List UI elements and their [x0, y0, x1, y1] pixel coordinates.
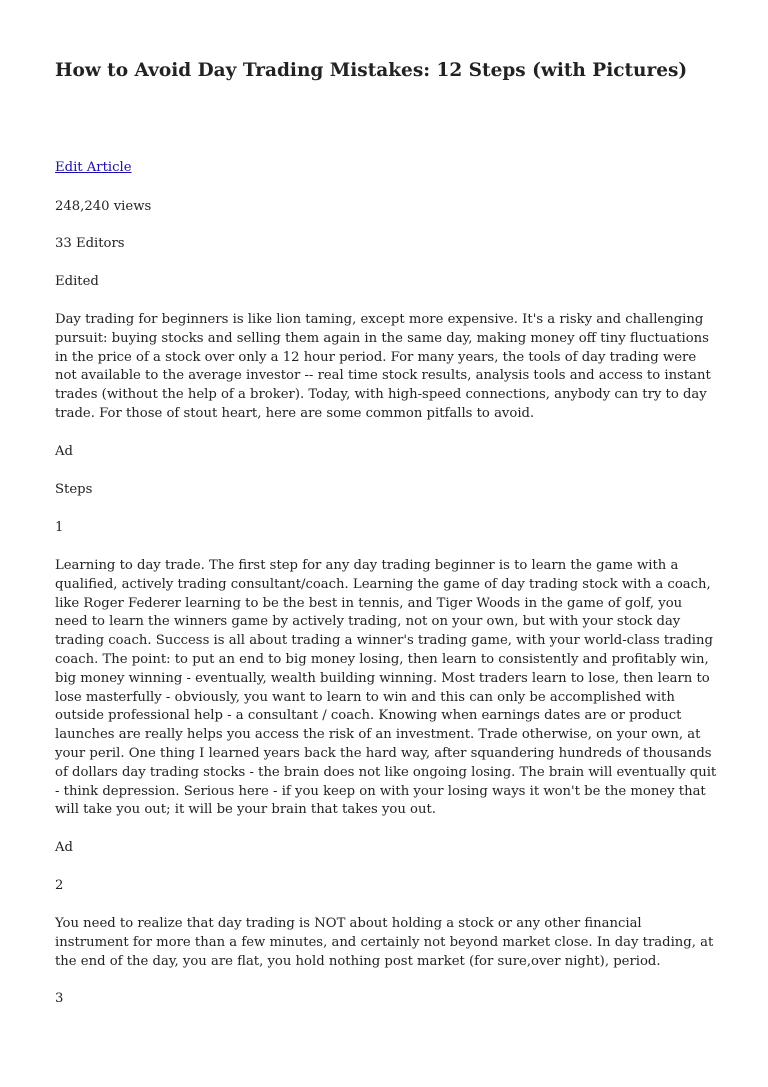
step-number: 3 — [55, 991, 64, 1006]
edited-label: Edited — [55, 274, 99, 289]
page-title: How to Avoid Day Trading Mistakes: 12 Steps (with Pictures) — [55, 60, 688, 81]
step-number: 2 — [55, 878, 64, 893]
step-text: You need to realize that day trading is NOT about holding a stock or any other financial instrument for more than a few minutes, and certainly not beyond market close. In day trading, at the end of the day, you are flat, you hold nothing post market (for sure,over night), period. — [55, 916, 714, 969]
step-text: Learning to day trade. The first step for any day trading beginner is to learn the game with a qualified, actively trading consultant/coach. Learning the game of day trading stock with a coach, like Roger Federer learning to be the best in tennis, and Tiger Woods in the game of golf, you need to learn the winners game by actively trading, not on your own, but with your stock day trading coach. Success is all about trading a winner's trading game, with your world-class trading coach. The point: to put an end to big money losing, then learn to consistently and profitably win, big money winning - eventually, wealth building winning. Most traders learn to lose, then learn to lose masterfully - obviously, you want to learn to win and this can only be accomplished with outside professional help - a consultant / coach. Knowing when earnings dates are or product launches are really helps you access the risk of an investment. Trade otherwise, on your own, at your peril. One thing I learned years back the hard way, after squandering hundreds of thousands of dollars day trading stocks - the brain does not like ongoing losing. The brain will eventually quit - think depression. Serious here - if you keep on with your losing ways it won't be the money that will take you out; it will be your brain that takes you out. — [55, 558, 717, 818]
edit-article-link[interactable]: Edit Article — [55, 160, 132, 175]
intro-paragraph: Day trading for beginners is like lion taming, except more expensive. It's a risky and challenging pursuit: buying stocks and selling them again in the same day, making money off tiny fluctuations in the price of a stock over only a 12 hour period. For many years, the tools of day trading were not available to the average investor -- real time stock results, analysis tools and access to instant trades (without the help of a broker). Today, with high-speed connections, anybody can try to day trade. For those of stout heart, here are some common pitfalls to avoid. — [55, 312, 711, 421]
step-number: 1 — [55, 520, 64, 535]
ad-label: Ad — [55, 444, 73, 459]
editor-count: 33 Editors — [55, 236, 125, 251]
view-count: 248,240 views — [55, 199, 152, 214]
steps-heading: Steps — [55, 482, 93, 497]
ad-label: Ad — [55, 840, 73, 855]
